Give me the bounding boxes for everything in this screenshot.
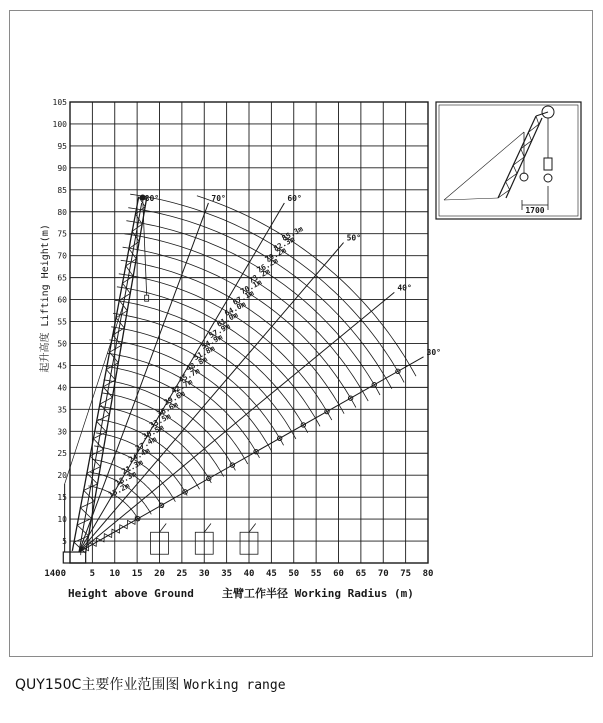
y-tick-label: 10 [57, 515, 67, 525]
y-tick-label: 40 [57, 383, 67, 393]
x-axis-title-right: 主臂工作半径 Working Radius (m) [222, 587, 414, 600]
y-tick-label: 55 [57, 317, 67, 327]
boom-chord [72, 197, 138, 551]
boom-length-label: 76.2m [255, 255, 280, 275]
x-tick-label: 10 [109, 569, 121, 579]
angle-ray [79, 292, 394, 552]
y-tick-label: 20 [57, 471, 67, 481]
caption-title-en: Working range [183, 678, 286, 693]
inset-hook [520, 173, 528, 181]
x-tick-label: 55 [310, 569, 322, 579]
x-tick-label: 35 [221, 569, 233, 579]
inset-hook [544, 174, 552, 182]
y-tick-label: 75 [57, 229, 67, 239]
inset-guide [444, 198, 498, 200]
y-tick-label: 65 [57, 273, 67, 283]
boom-length-label: 51.8m [192, 343, 217, 363]
y-axis-title: 起升高度 Lifting Height(m) [40, 224, 51, 373]
caption-title-cn: QUY150C主要作业范围图 [15, 677, 180, 693]
y-tick-label: 30 [57, 427, 67, 437]
boom-length-arc [115, 300, 308, 432]
angle-label: 60° [287, 193, 302, 203]
boom-length-label: 61.0m [215, 310, 240, 329]
y-tick-label: 35 [57, 405, 67, 415]
y-tick-label: 90 [57, 163, 67, 173]
y-tick-label: 25 [57, 449, 67, 459]
boom-length-label: 82.3m [271, 234, 297, 254]
x-tick-label: 20 [154, 569, 165, 579]
mini-crane-boom [204, 523, 211, 532]
boom-length-label: 73.2m [247, 266, 272, 286]
x-tick-label: 60 [333, 569, 344, 579]
boom-length-label: 64.0m [223, 299, 248, 318]
x-tick-label: 30 [198, 569, 210, 579]
inset-boom [498, 116, 536, 198]
y-tick-label: 95 [57, 141, 67, 151]
boom-length-arc [119, 274, 332, 420]
y-tick-label: 15 [57, 493, 67, 503]
boom-length-label: 54.9m [199, 332, 224, 351]
boom-length-label: 42.7m [169, 377, 194, 396]
x-tick-label: 75 [400, 569, 412, 579]
inset-border [436, 102, 581, 219]
boom-length-label: 27.4m [133, 434, 159, 453]
x-tick-label: 15 [131, 569, 143, 579]
y-tick-label: 105 [52, 98, 67, 107]
crawler-base [63, 552, 85, 563]
angle-label: 80° [144, 193, 160, 203]
boom-length-label: 18.3m [113, 469, 138, 488]
boom-length-label: 57.9m [207, 321, 232, 340]
boom-length-label: 85.3m [280, 224, 305, 243]
x-tick-label: 70 [377, 569, 389, 579]
pivot-offset-label: 1400 [44, 569, 66, 579]
angle-label: 70° [211, 193, 226, 203]
x-tick-label: 65 [355, 569, 367, 579]
inset-dimension-label: 1700 [525, 206, 545, 215]
x-tick-label: 45 [265, 569, 277, 579]
angle-label: 50° [346, 233, 362, 243]
figure-caption [15, 674, 286, 694]
x-tick-label: 25 [176, 569, 188, 579]
angle-label: 40° [397, 283, 412, 293]
y-tick-label: 60 [57, 295, 67, 305]
boom-length-label: 15.2m [106, 480, 132, 500]
boom-length-label: 36.6m [155, 399, 180, 419]
y-tick-label: 50 [57, 339, 67, 349]
boom-length-arc [123, 247, 356, 407]
boom-length-label: 48.8m [184, 354, 209, 374]
boom-length-arc [130, 194, 404, 382]
x-tick-label: 40 [243, 569, 255, 579]
boom-length-label: 21.3m [120, 457, 145, 477]
boom-length-label: 70.1m [239, 277, 264, 297]
x-tick-label: 5 [89, 569, 96, 579]
y-tick-label: 45 [57, 361, 67, 371]
mini-crane-boom [249, 523, 256, 532]
mini-crane-boom [160, 523, 167, 532]
x-axis-title-left: Height above Ground [68, 587, 194, 600]
angle-ray [79, 243, 344, 552]
boom-length-arc [126, 221, 380, 395]
y-tick-label: 80 [57, 207, 67, 217]
boom-length-label: 24.4m [127, 445, 152, 465]
chart-labels [38, 98, 441, 600]
x-tick-label: 50 [288, 569, 300, 579]
angle-label: 30° [426, 347, 441, 357]
inset-hook-block [544, 158, 552, 170]
y-tick-label: 70 [57, 251, 67, 261]
boom-length-label: 30.5m [141, 422, 166, 442]
inset-guide [444, 132, 524, 200]
boom-length-arc [107, 353, 259, 458]
boom-length-label: 79.2m [263, 245, 288, 265]
boom-length-label: 67.1m [231, 288, 256, 307]
boom-length-label: 45.7m [177, 366, 202, 385]
inset-diagram [436, 102, 581, 219]
x-tick-label: 80 [422, 569, 434, 579]
y-tick-label: 5 [62, 537, 67, 547]
boom-length-label: 39.6m [162, 388, 187, 408]
y-tick-label: 100 [52, 119, 67, 129]
hook-block [145, 295, 149, 301]
y-tick-label: 85 [57, 185, 67, 195]
boom-length-label: 33.5m [147, 411, 173, 430]
